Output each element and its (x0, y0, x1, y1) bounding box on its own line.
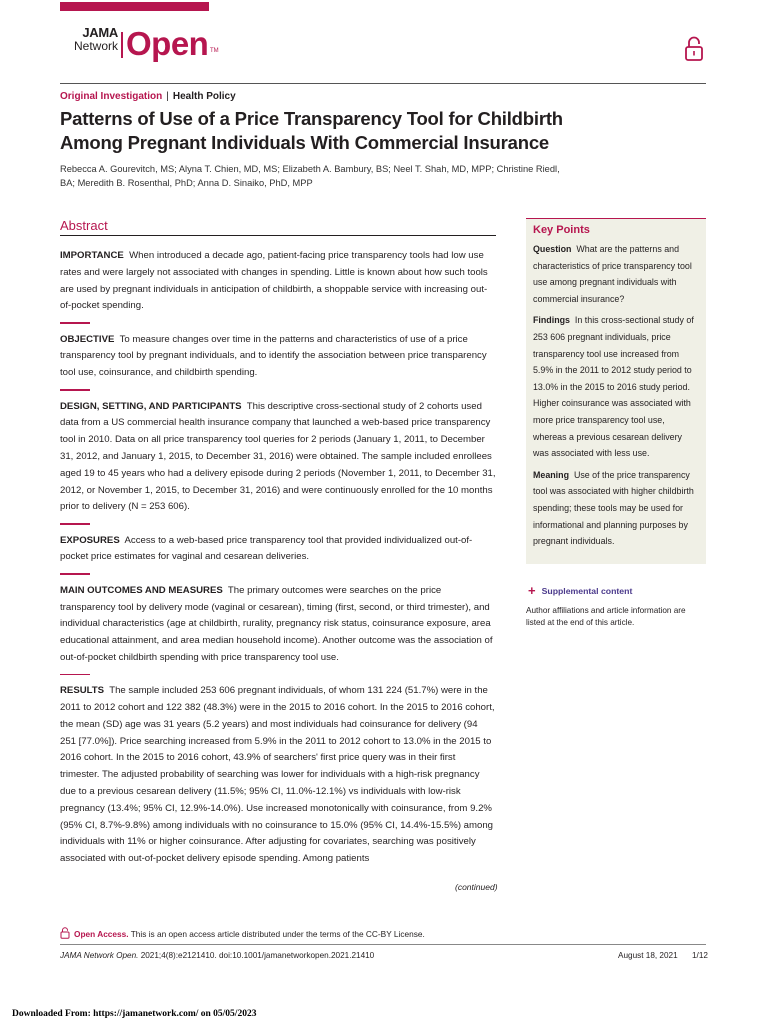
open-access-label[interactable]: Open Access. (74, 929, 129, 939)
continued-note: (continued) (455, 882, 498, 892)
article-category (60, 91, 236, 102)
abstract-text: This descriptive cross-sectional study of 2 cohorts used data from a US commercial health insurance company that launched a web-based price transparency tool in 2010. Data on all price transparency tool queries for 2 periods (January 1, 2011, to December 31, 2012, and January 1, 2015, to December 31, 2016) were obtained. The sample included enrollees aged 19 to 45 years who had a delivery episode during 2 periods (November 1, 2011, to December 31, 2012, or November 1, 2015, to December 31, 2016) and were continuously enrolled for the 10 months prior to delivery (N = 253 606). (60, 400, 496, 513)
abstract-importance (60, 248, 496, 315)
open-access-notice (60, 927, 425, 939)
category-separator: | (166, 91, 169, 102)
jama-network-open-logo[interactable] (60, 26, 260, 68)
abstract-text: Access to a web-based price transparency tool that provided individualized out-of-pocket price estimates for vaginal and cesarean deliveries. (60, 534, 473, 563)
supplemental-label: Supplemental content (541, 586, 633, 596)
section-divider (60, 573, 90, 575)
abstract-lead: OBJECTIVE (60, 333, 115, 345)
logo-divider (121, 32, 123, 58)
logo-trademark: TM (210, 48, 219, 54)
logo-open-text: Open (126, 25, 209, 62)
supplemental-content-link[interactable] (528, 583, 632, 598)
abstract-rule (60, 235, 496, 236)
abstract-outcomes (60, 583, 496, 667)
abstract-lead: EXPOSURES (60, 534, 120, 546)
citation-line (60, 951, 374, 960)
article-title: Patterns of Use of a Price Transparency Tool for Childbirth Among Pregnant Individuals With Commercial Insurance (60, 108, 563, 153)
open-lock-icon (684, 36, 704, 62)
abstract-text: The sample included 253 606 pregnant individuals, of whom 131 224 (51.7%) were in the 2011 to 2012 cohort and 122 382 (48.3%) were in the 2015 to 2016 cohort. In the 2015 to 2016 cohort, the mean (SD) age was 31 years (5.2 years) and most individuals had coinsurance for delivery (94 251 [77.0%]). Price searching increased from 5.9% in the 2011 to 2012 cohort to 13.0% in the 2015 to 2016 cohort. In the 2015 to 2016 cohort, 43.9% of searchers' first price query was in their first trimester. The adjusted probability of searching was lower for individuals with a high-risk pregnancy due to a previous cesarean delivery (11.5%; 95% CI, 11.0%-12.1%) vs individuals with low-risk pregnancy (13.4%; 95% CI, 12.9%-14.0%). Use increased monotonically with coinsurance, from 9.2% (95% CI, 8.7%-9.8%) among individuals with no coinsurance to 15.0% (95% CI, 14.4%-15.5%) among individuals with 11% or higher coinsurance. After adjusting for covariates, searching was positively associated with out-of-pocket delivery episode spending. Among patients (60, 685, 495, 865)
key-points-heading: Key Points (533, 224, 590, 236)
page-number: 1/12 (692, 951, 708, 960)
download-notice: Downloaded From: https://jamanetwork.com/ on 05/05/2023 (12, 1009, 257, 1019)
journal-name: JAMA Network Open. (60, 951, 139, 960)
footer-rule (60, 944, 706, 945)
open-access-lock-icon (60, 927, 70, 939)
abstract-text: The primary outcomes were searches on the price transparency tool by delivery mode (vaginal or cesarean), timing (first, second, or third trimester), and individual characteristics (age at childbirth, rurality, pregnancy risk status, coinsurance exposure, area educational attainment, and area median household income). Another outcome was the association of out-of-pocket childbirth spending with price transparency tool use. (60, 584, 493, 663)
key-point-lead: Meaning (533, 469, 569, 480)
abstract-results (60, 683, 496, 868)
publication-date: August 18, 2021 (618, 951, 678, 960)
section-divider (60, 322, 90, 324)
key-points-box (526, 218, 706, 564)
key-point-meaning (533, 467, 700, 550)
citation-text[interactable]: 2021;4(8):e2121410. doi:10.1001/jamanetworkopen.2021.21410 (140, 951, 375, 960)
affiliations-note: Author affiliations and article information are listed at the end of this article. (526, 606, 686, 627)
key-point-lead: Question (533, 244, 572, 254)
brand-accent-bar (60, 2, 209, 11)
key-point-text: What are the patterns and characteristics of price transparency tool use among pregnant individuals with commercial insurance? (533, 244, 692, 304)
abstract-lead: RESULTS (60, 685, 105, 697)
abstract-text: To measure changes over time in the patterns and characteristics of use of a price transparency tool by pregnant individuals, and to identify the association between price transparency tool use, coinsurance, and childbirth spending. (60, 333, 487, 379)
article-subject[interactable]: Health Policy (172, 91, 236, 102)
abstract-lead: IMPORTANCE (60, 250, 124, 261)
section-divider (60, 674, 90, 676)
author-list: Rebecca A. Gourevitch, MS; Alyna T. Chien, MD, MS; Elizabeth A. Bambury, BS; Neel T. Shah, MD, MPP; Christine Riedl, BA; Meredith B. Rosenthal, PhD; Anna D. Sinaiko, PhD, MPP (60, 164, 560, 188)
abstract-design (60, 399, 496, 517)
key-point-text: Use of the price transparency tool was associated with higher childbirth spending; these tools may be used for informational and planning purposes by pregnant individuals. (533, 469, 694, 547)
abstract-heading: Abstract (60, 218, 108, 233)
abstract-text: When introduced a decade ago, patient-facing price transparency tools had low use rates and were largely not associated with changes in spending. Little is known about how such tools are used by pregnant individuals in anticipation of childbirth, a shoppable service with increasing out-of-pocket spending. (60, 250, 488, 312)
key-point-lead: Findings (533, 315, 570, 326)
logo-network-text: Network (73, 39, 118, 53)
key-point-question (533, 241, 700, 307)
section-divider (60, 389, 90, 391)
abstract-lead: DESIGN, SETTING, AND PARTICIPANTS (60, 400, 242, 412)
abstract-objective (60, 332, 496, 382)
open-access-text: This is an open access article distributed under the terms of the CC-BY License. (130, 929, 425, 939)
abstract-lead: MAIN OUTCOMES AND MEASURES (60, 584, 223, 596)
article-type[interactable]: Original Investigation (60, 91, 163, 102)
abstract-section (60, 218, 496, 868)
header-rule (60, 83, 706, 84)
logo-jama-text: JAMA (82, 25, 118, 40)
key-point-text: In this cross-sectional study of 253 606 pregnant individuals, price transparency tool use increased from 5.9% in the 2011 to 2012 study period to 13.0% in the 2015 to 2016 study period. Higher coinsurance was associated with more price transparency tool use, whereas a previous cesarean delivery was associated with less use. (533, 315, 694, 459)
section-divider (60, 523, 90, 525)
plus-icon: + (528, 583, 536, 598)
abstract-exposures (60, 533, 496, 567)
key-point-findings (533, 312, 700, 461)
